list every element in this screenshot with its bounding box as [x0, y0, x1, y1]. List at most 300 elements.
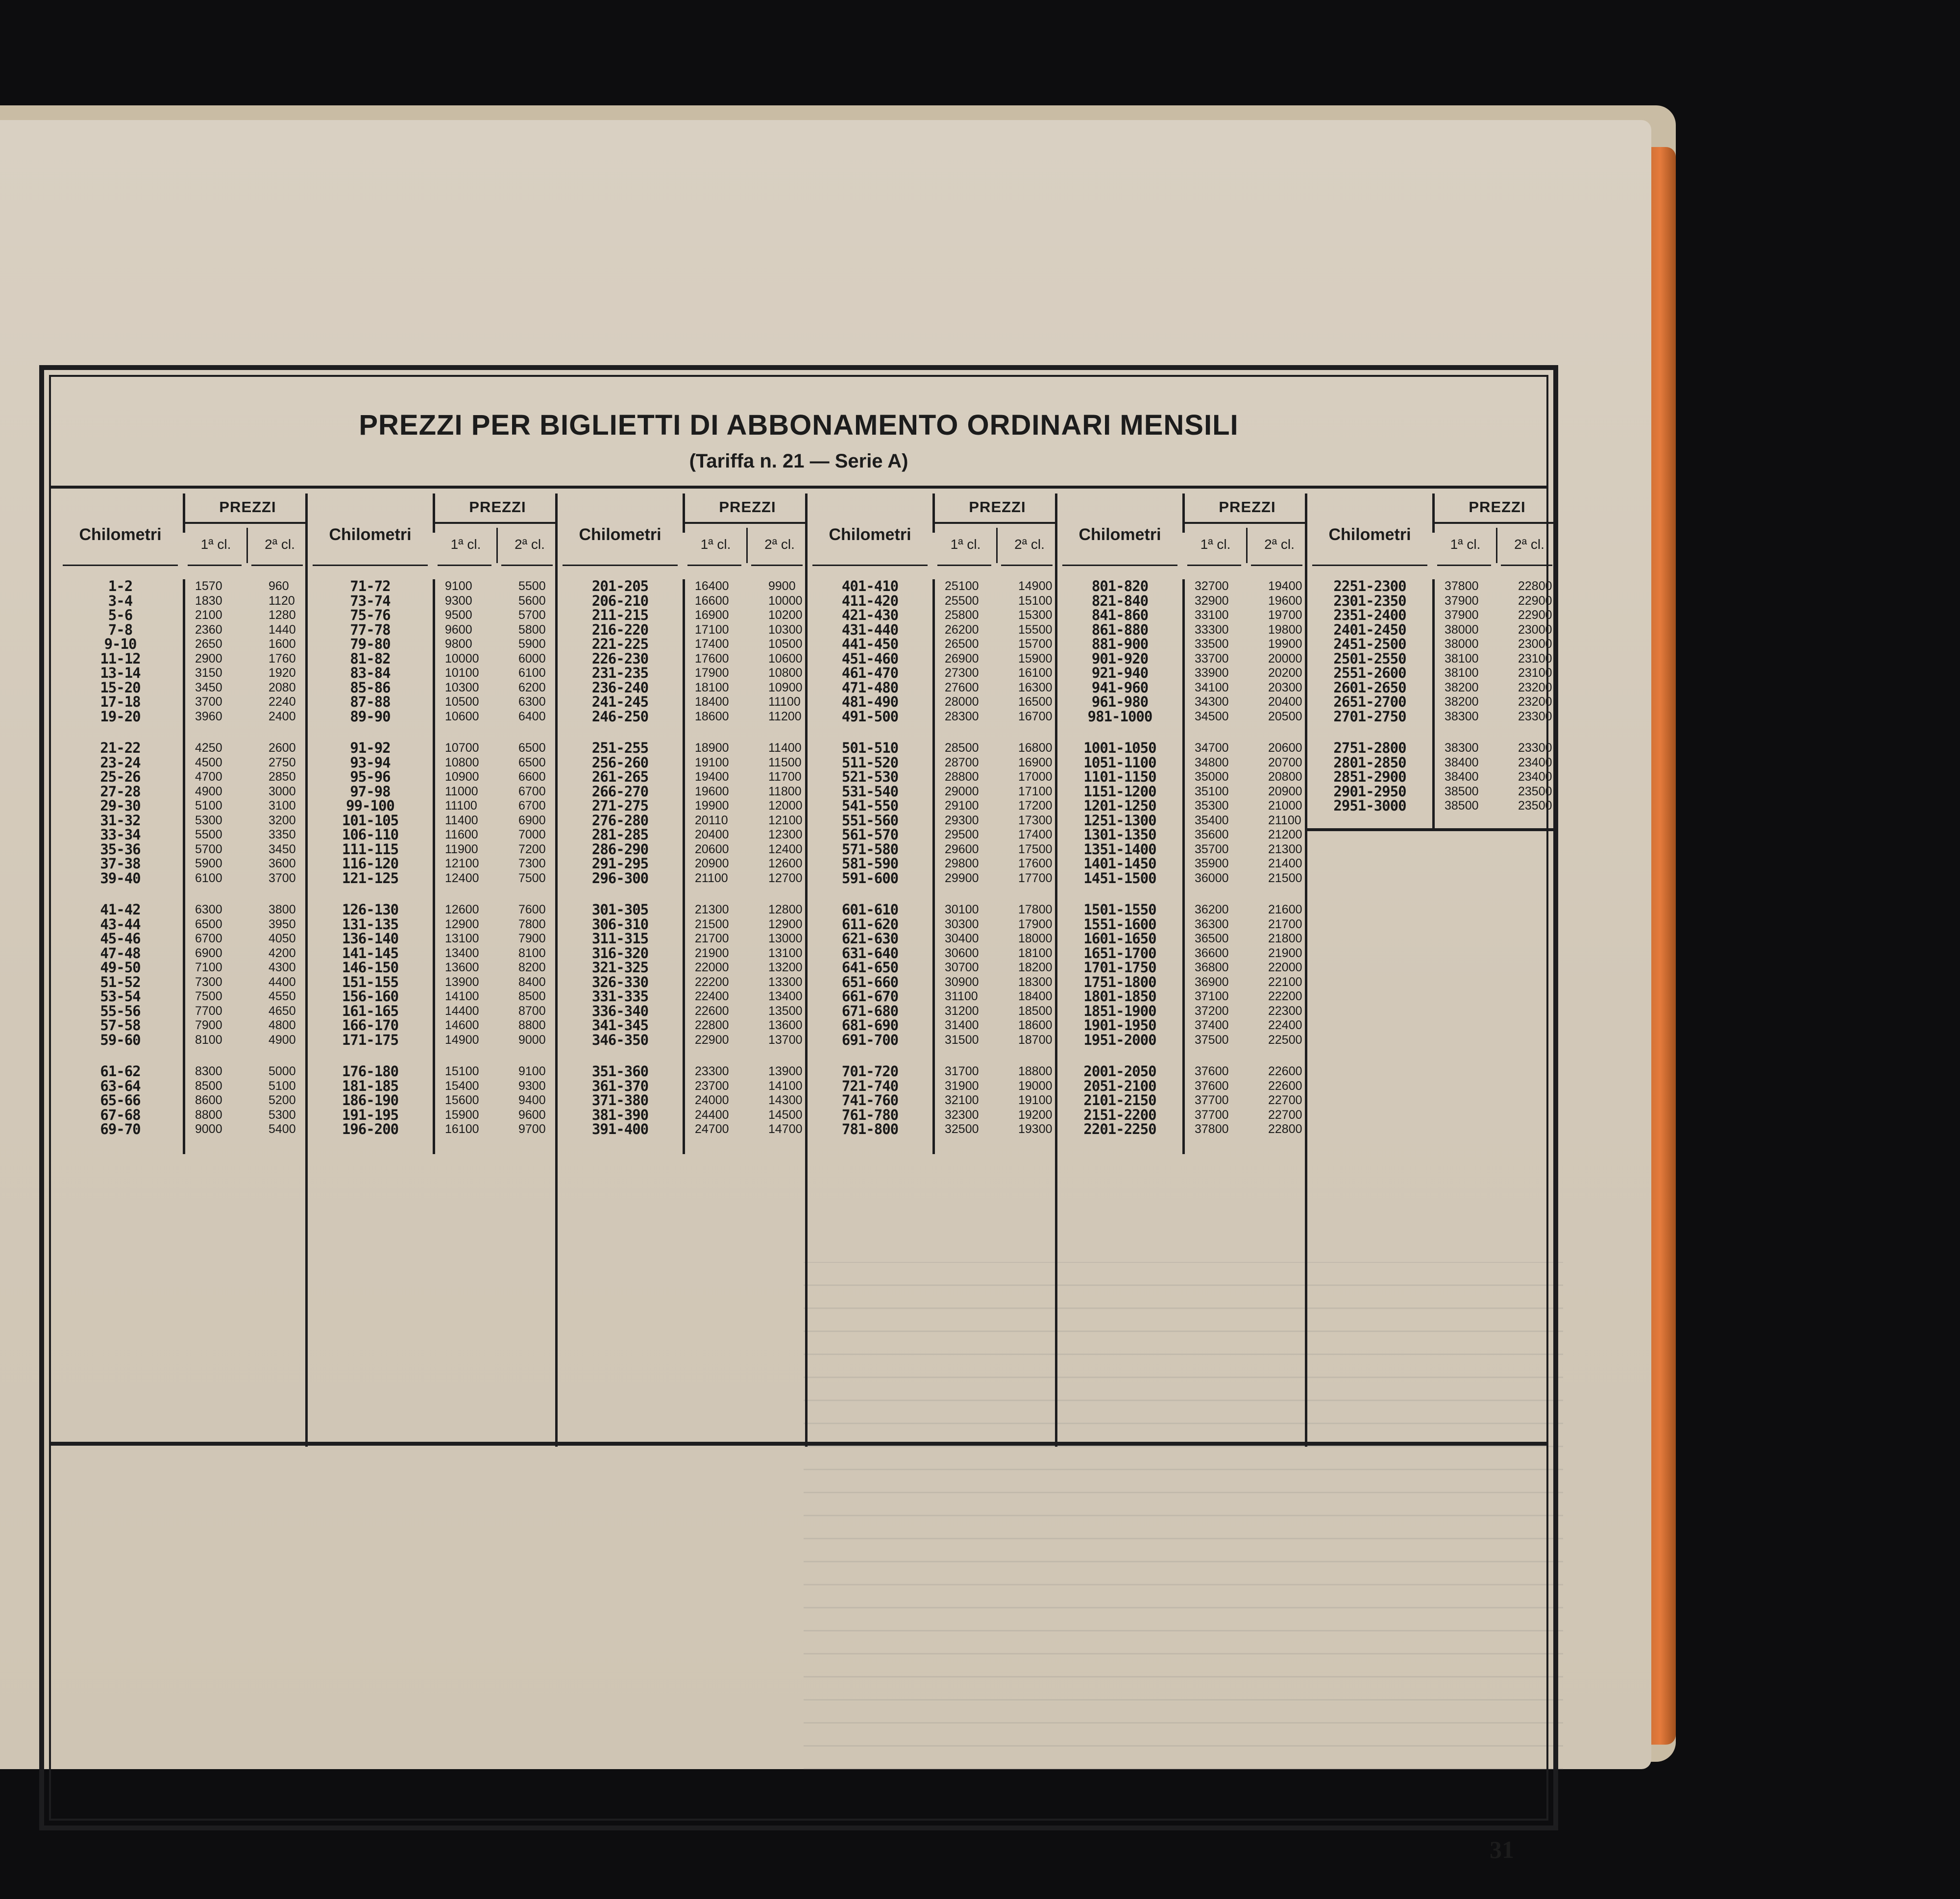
price-second-class: 9100: [518, 1064, 546, 1078]
price-second-class: 6400: [518, 709, 546, 723]
price-second-class: 4050: [269, 932, 296, 945]
price-second-class: 23500: [1518, 799, 1552, 813]
price-first-class: 33300: [1195, 622, 1229, 637]
distance-range: 87-88: [350, 693, 391, 710]
distance-range: 1151-1200: [1083, 783, 1156, 800]
book-page: [0, 120, 1651, 1863]
price-second-class: 960: [269, 579, 289, 593]
header-prezzi-rule: [1185, 522, 1307, 524]
distance-range: 321-325: [591, 959, 649, 976]
price-second-class: 5600: [518, 593, 546, 608]
distance-range: 71-72: [350, 578, 391, 594]
price-second-class: 6200: [518, 680, 546, 694]
distance-range: 2601-2650: [1333, 679, 1406, 696]
price-first-class: 17900: [695, 666, 729, 680]
price-second-class: 23400: [1518, 770, 1552, 784]
km-column-divider: [183, 579, 185, 1154]
price-second-class: 5500: [518, 579, 546, 593]
distance-range: 21-22: [100, 740, 141, 756]
price-first-class: 13600: [445, 961, 479, 974]
table-bottom-rule: [51, 1442, 1546, 1446]
distance-range: 381-390: [591, 1106, 649, 1123]
price-second-class: 6600: [518, 770, 546, 784]
distance-range: 961-980: [1091, 693, 1149, 710]
distance-range: 1501-1550: [1083, 901, 1156, 918]
distance-range: 256-260: [591, 754, 649, 771]
price-first-class: 28000: [945, 695, 979, 709]
price-second-class: 14900: [1018, 579, 1053, 593]
distance-range: 2401-2450: [1333, 621, 1406, 638]
price-second-class: 15500: [1018, 622, 1053, 637]
price-second-class: 5400: [269, 1122, 296, 1136]
title-rule: [51, 486, 1546, 489]
price-second-class: 6700: [518, 799, 546, 813]
price-first-class: 32500: [945, 1122, 979, 1136]
price-second-class: 19000: [1018, 1079, 1053, 1093]
price-second-class: 6500: [518, 741, 546, 755]
price-second-class: 4650: [269, 1004, 296, 1018]
distance-range: 1551-1600: [1083, 915, 1156, 933]
distance-range: 11-12: [100, 650, 141, 667]
price-second-class: 19100: [1018, 1093, 1053, 1107]
price-second-class: 13000: [768, 932, 803, 945]
distance-range: 326-330: [591, 973, 649, 990]
price-second-class: 6700: [518, 784, 546, 798]
km-column-divider: [683, 579, 685, 1154]
distance-range: 1001-1050: [1083, 740, 1156, 756]
price-second-class: 9700: [518, 1122, 546, 1136]
distance-range: 83-84: [350, 665, 391, 681]
distance-range: 591-600: [841, 869, 899, 887]
header-underline: [438, 565, 491, 566]
price-second-class: 6900: [518, 813, 546, 827]
price-first-class: 12100: [445, 857, 479, 870]
price-first-class: 35400: [1195, 813, 1229, 827]
distance-range: 291-295: [591, 855, 649, 872]
distance-range: 331-335: [591, 988, 649, 1005]
header-chilometri: Chilometri: [829, 525, 911, 544]
distance-range: 571-580: [841, 840, 899, 858]
price-first-class: 32900: [1195, 593, 1229, 608]
price-first-class: 6300: [195, 903, 222, 916]
price-second-class: 21100: [1268, 813, 1301, 827]
price-second-class: 17300: [1018, 813, 1053, 827]
price-second-class: 18700: [1018, 1033, 1053, 1047]
price-first-class: 32300: [945, 1108, 979, 1122]
price-first-class: 11900: [445, 842, 478, 856]
price-second-class: 1440: [269, 622, 296, 637]
distance-range: 741-760: [841, 1092, 899, 1109]
distance-range: 73-74: [350, 592, 391, 609]
header-chilometri: Chilometri: [1328, 525, 1411, 544]
price-first-class: 27600: [945, 680, 979, 694]
price-second-class: 10800: [768, 666, 803, 680]
distance-range: 691-700: [841, 1031, 899, 1048]
distance-range: 49-50: [100, 959, 141, 976]
price-second-class: 17200: [1018, 799, 1053, 813]
distance-range: 411-420: [841, 592, 899, 609]
price-second-class: 1600: [269, 637, 296, 651]
distance-range: 2301-2350: [1333, 592, 1406, 609]
distance-range: 351-360: [591, 1063, 649, 1080]
price-first-class: 3960: [195, 709, 222, 723]
distance-range: 371-380: [591, 1092, 649, 1109]
price-first-class: 7900: [195, 1018, 222, 1032]
price-first-class: 28800: [945, 770, 979, 784]
price-first-class: 21900: [695, 946, 729, 960]
header-underline: [1187, 565, 1241, 566]
header-prezzi: PREZZI: [1219, 498, 1276, 516]
price-second-class: 5900: [518, 637, 546, 651]
price-second-class: 4300: [269, 961, 296, 974]
price-second-class: 23300: [1518, 741, 1552, 755]
price-first-class: 26500: [945, 637, 979, 651]
price-first-class: 31500: [945, 1033, 979, 1047]
distance-range: 2351-2400: [1333, 607, 1406, 623]
distance-range: 471-480: [841, 679, 899, 696]
price-first-class: 35700: [1195, 842, 1229, 856]
price-first-class: 15900: [445, 1108, 479, 1122]
distance-range: 921-940: [1091, 665, 1149, 681]
price-second-class: 10000: [768, 593, 803, 608]
price-first-class: 29600: [945, 842, 979, 856]
price-second-class: 14300: [768, 1093, 803, 1107]
price-first-class: 38000: [1445, 637, 1479, 651]
price-second-class: 19400: [1268, 579, 1302, 593]
distance-range: 1851-1900: [1083, 1002, 1156, 1019]
price-first-class: 30100: [945, 903, 979, 916]
price-second-class: 9600: [518, 1108, 546, 1122]
header-second-class: 2ª cl.: [514, 537, 545, 552]
distance-range: 781-800: [841, 1121, 899, 1137]
price-first-class: 2650: [195, 637, 222, 651]
distance-range: 35-36: [100, 840, 141, 858]
price-second-class: 22500: [1268, 1033, 1302, 1047]
header-first-class: 1ª cl.: [950, 537, 981, 552]
distance-range: 481-490: [841, 693, 899, 710]
distance-range: 171-175: [342, 1031, 399, 1048]
price-second-class: 10300: [768, 622, 803, 637]
price-first-class: 29100: [945, 799, 979, 813]
distance-range: 701-720: [841, 1063, 899, 1080]
header-underline: [563, 565, 678, 566]
distance-range: 301-305: [591, 901, 649, 918]
price-second-class: 17900: [1018, 917, 1053, 931]
price-second-class: 5800: [518, 622, 546, 637]
price-first-class: 28500: [945, 741, 979, 755]
price-second-class: 7300: [518, 857, 546, 870]
distance-range: 2551-2600: [1333, 665, 1406, 681]
price-second-class: 4400: [269, 975, 296, 989]
price-second-class: 16500: [1018, 695, 1053, 709]
km-column-divider: [1182, 579, 1185, 1154]
price-second-class: 7200: [518, 842, 546, 856]
price-first-class: 3150: [195, 666, 222, 680]
price-second-class: 22900: [1518, 593, 1552, 608]
price-second-class: 17100: [1018, 784, 1053, 798]
price-first-class: 25800: [945, 608, 979, 622]
price-first-class: 11000: [445, 784, 478, 798]
price-second-class: 16300: [1018, 680, 1053, 694]
price-first-class: 29300: [945, 813, 979, 827]
price-first-class: 17400: [695, 637, 729, 651]
header-first-class: 1ª cl.: [1450, 537, 1481, 552]
price-first-class: 2100: [195, 608, 222, 622]
price-first-class: 2360: [195, 622, 222, 637]
distance-range: 531-540: [841, 783, 899, 800]
price-first-class: 30900: [945, 975, 979, 989]
price-first-class: 24400: [695, 1108, 729, 1122]
price-first-class: 14900: [445, 1033, 479, 1047]
distance-range: 17-18: [100, 693, 141, 710]
price-first-class: 5900: [195, 857, 222, 870]
price-second-class: 3450: [269, 842, 296, 856]
price-second-class: 4550: [269, 989, 296, 1003]
header-first-class: 1ª cl.: [450, 537, 481, 552]
distance-range: 316-320: [591, 944, 649, 962]
header-prezzi-rule: [935, 522, 1057, 524]
price-second-class: 19300: [1018, 1122, 1053, 1136]
price-first-class: 30300: [945, 917, 979, 931]
distance-range: 136-140: [342, 930, 399, 947]
price-second-class: 8400: [518, 975, 546, 989]
price-second-class: 3000: [269, 784, 296, 798]
distance-range: 801-820: [1091, 578, 1149, 594]
distance-range: 1201-1250: [1083, 797, 1156, 814]
distance-range: 81-82: [350, 650, 391, 667]
distance-range: 176-180: [342, 1063, 399, 1080]
distance-range: 681-690: [841, 1017, 899, 1034]
price-second-class: 2240: [269, 695, 296, 709]
price-first-class: 7700: [195, 1004, 222, 1018]
price-second-class: 5200: [269, 1093, 296, 1107]
tariff-table-frame: [39, 365, 1558, 1830]
distance-range: 2501-2550: [1333, 650, 1406, 667]
price-second-class: 13400: [768, 989, 803, 1003]
price-second-class: 23100: [1518, 666, 1552, 680]
price-second-class: 4200: [269, 946, 296, 960]
price-second-class: 19200: [1018, 1108, 1053, 1122]
price-first-class: 16900: [695, 608, 729, 622]
price-first-class: 26200: [945, 622, 979, 637]
header-underline: [812, 565, 928, 566]
price-second-class: 11400: [768, 741, 802, 755]
price-first-class: 23700: [695, 1079, 729, 1093]
distance-range: 601-610: [841, 901, 899, 918]
header-second-class: 2ª cl.: [1264, 537, 1295, 552]
header-underline: [188, 565, 242, 566]
price-first-class: 35300: [1195, 799, 1229, 813]
distance-range: 211-215: [591, 607, 649, 623]
price-first-class: 23300: [695, 1064, 729, 1078]
distance-range: 1801-1850: [1083, 988, 1156, 1005]
price-first-class: 3700: [195, 695, 222, 709]
distance-range: 77-78: [350, 621, 391, 638]
price-first-class: 12400: [445, 871, 479, 885]
price-first-class: 10800: [445, 755, 479, 769]
header-second-class: 2ª cl.: [265, 537, 295, 552]
table-column-block: [808, 493, 1057, 1447]
distance-range: 121-125: [342, 869, 399, 887]
distance-range: 346-350: [591, 1031, 649, 1048]
price-second-class: 1760: [269, 651, 296, 666]
distance-range: 581-590: [841, 855, 899, 872]
table-column-block: [308, 493, 558, 1447]
price-second-class: 19800: [1268, 622, 1302, 637]
price-second-class: 23200: [1518, 680, 1552, 694]
price-first-class: 5700: [195, 842, 222, 856]
price-first-class: 36300: [1195, 917, 1229, 931]
price-first-class: 7300: [195, 975, 222, 989]
price-first-class: 10300: [445, 680, 479, 694]
price-second-class: 23000: [1518, 622, 1552, 637]
distance-range: 63-64: [100, 1077, 141, 1094]
price-first-class: 28300: [945, 709, 979, 723]
price-second-class: 20700: [1268, 755, 1302, 769]
price-first-class: 1570: [195, 579, 222, 593]
distance-range: 266-270: [591, 783, 649, 800]
distance-range: 901-920: [1091, 650, 1149, 667]
distance-range: 151-155: [342, 973, 399, 990]
price-first-class: 6500: [195, 917, 222, 931]
header-first-class: 1ª cl.: [700, 537, 731, 552]
distance-range: 981-1000: [1087, 708, 1152, 725]
distance-range: 116-120: [342, 855, 399, 872]
price-first-class: 10700: [445, 741, 479, 755]
distance-range: 2701-2750: [1333, 708, 1406, 725]
price-second-class: 6000: [518, 651, 546, 666]
distance-range: 861-880: [1091, 621, 1149, 638]
price-second-class: 17700: [1018, 871, 1053, 885]
price-first-class: 11400: [445, 813, 478, 827]
distance-range: 55-56: [100, 1002, 141, 1019]
price-first-class: 24000: [695, 1093, 729, 1107]
distance-range: 881-900: [1091, 636, 1149, 652]
header-underline: [1312, 565, 1427, 566]
distance-range: 226-230: [591, 650, 649, 667]
price-first-class: 17600: [695, 651, 729, 666]
header-prezzi-rule: [1435, 522, 1557, 524]
price-first-class: 38300: [1445, 741, 1479, 755]
distance-range: 2851-2900: [1333, 768, 1406, 785]
price-first-class: 13400: [445, 946, 479, 960]
price-first-class: 37900: [1445, 593, 1479, 608]
distance-range: 97-98: [350, 783, 391, 800]
distance-range: 1251-1300: [1083, 812, 1156, 829]
price-second-class: 22600: [1268, 1064, 1302, 1078]
price-first-class: 37800: [1445, 579, 1479, 593]
price-first-class: 18400: [695, 695, 729, 709]
price-second-class: 19700: [1268, 608, 1302, 622]
header-underline: [251, 565, 303, 566]
price-first-class: 8500: [195, 1079, 222, 1093]
price-second-class: 4800: [269, 1018, 296, 1032]
price-first-class: 30700: [945, 961, 979, 974]
price-second-class: 3600: [269, 857, 296, 870]
price-first-class: 30600: [945, 946, 979, 960]
header-underline: [1001, 565, 1053, 566]
price-second-class: 21300: [1268, 842, 1302, 856]
distance-range: 271-275: [591, 797, 649, 814]
price-first-class: 9100: [445, 579, 472, 593]
price-second-class: 22900: [1518, 608, 1552, 622]
distance-range: 281-285: [591, 826, 649, 843]
header-prezzi: PREZZI: [469, 498, 526, 516]
price-second-class: 1920: [269, 666, 296, 680]
distance-range: 451-460: [841, 650, 899, 667]
distance-range: 126-130: [342, 901, 399, 918]
price-first-class: 38500: [1445, 799, 1479, 813]
price-first-class: 18900: [695, 741, 729, 755]
distance-range: 361-370: [591, 1077, 649, 1094]
price-first-class: 14600: [445, 1018, 479, 1032]
price-first-class: 37700: [1195, 1093, 1229, 1107]
header-prezzi: PREZZI: [969, 498, 1026, 516]
price-second-class: 22100: [1268, 975, 1302, 989]
price-second-class: 21700: [1268, 917, 1302, 931]
distance-range: 2201-2250: [1083, 1121, 1156, 1137]
distance-range: 501-510: [841, 740, 899, 756]
distance-range: 2001-2050: [1083, 1063, 1156, 1080]
price-second-class: 19600: [1268, 593, 1302, 608]
price-second-class: 6500: [518, 755, 546, 769]
distance-range: 651-660: [841, 973, 899, 990]
price-second-class: 4900: [269, 1033, 296, 1047]
distance-range: 196-200: [342, 1121, 399, 1137]
price-second-class: 13300: [768, 975, 803, 989]
price-second-class: 6100: [518, 666, 546, 680]
header-first-class: 1ª cl.: [200, 537, 231, 552]
price-second-class: 17600: [1018, 857, 1053, 870]
price-first-class: 14100: [445, 989, 479, 1003]
distance-range: 25-26: [100, 768, 141, 785]
price-second-class: 12400: [768, 842, 803, 856]
price-second-class: 8500: [518, 989, 546, 1003]
distance-range: 2451-2500: [1333, 636, 1406, 652]
header-second-class: 2ª cl.: [1514, 537, 1544, 552]
price-first-class: 31400: [945, 1018, 979, 1032]
price-first-class: 37700: [1195, 1108, 1229, 1122]
distance-range: 57-58: [100, 1017, 141, 1034]
price-first-class: 30400: [945, 932, 979, 945]
distance-range: 276-280: [591, 812, 649, 829]
price-second-class: 13700: [768, 1033, 803, 1047]
distance-range: 37-38: [100, 855, 141, 872]
price-second-class: 12700: [768, 871, 803, 885]
header-underline: [313, 565, 428, 566]
price-second-class: 23000: [1518, 637, 1552, 651]
price-first-class: 10100: [445, 666, 479, 680]
distance-range: 306-310: [591, 915, 649, 933]
distance-range: 156-160: [342, 988, 399, 1005]
price-second-class: 1120: [269, 593, 295, 608]
price-second-class: 13600: [768, 1018, 803, 1032]
header-prezzi: PREZZI: [219, 498, 276, 516]
price-first-class: 34100: [1195, 680, 1229, 694]
price-second-class: 9900: [768, 579, 796, 593]
price-second-class: 16800: [1018, 741, 1053, 755]
price-first-class: 1830: [195, 593, 222, 608]
price-first-class: 22800: [695, 1018, 729, 1032]
price-first-class: 36200: [1195, 903, 1229, 916]
distance-range: 221-225: [591, 636, 649, 652]
price-first-class: 21300: [695, 903, 729, 916]
header-chilometri: Chilometri: [329, 525, 412, 544]
distance-range: 2801-2850: [1333, 754, 1406, 771]
price-second-class: 22300: [1268, 1004, 1302, 1018]
table-column-block: [58, 493, 308, 1447]
header-underline: [937, 565, 991, 566]
